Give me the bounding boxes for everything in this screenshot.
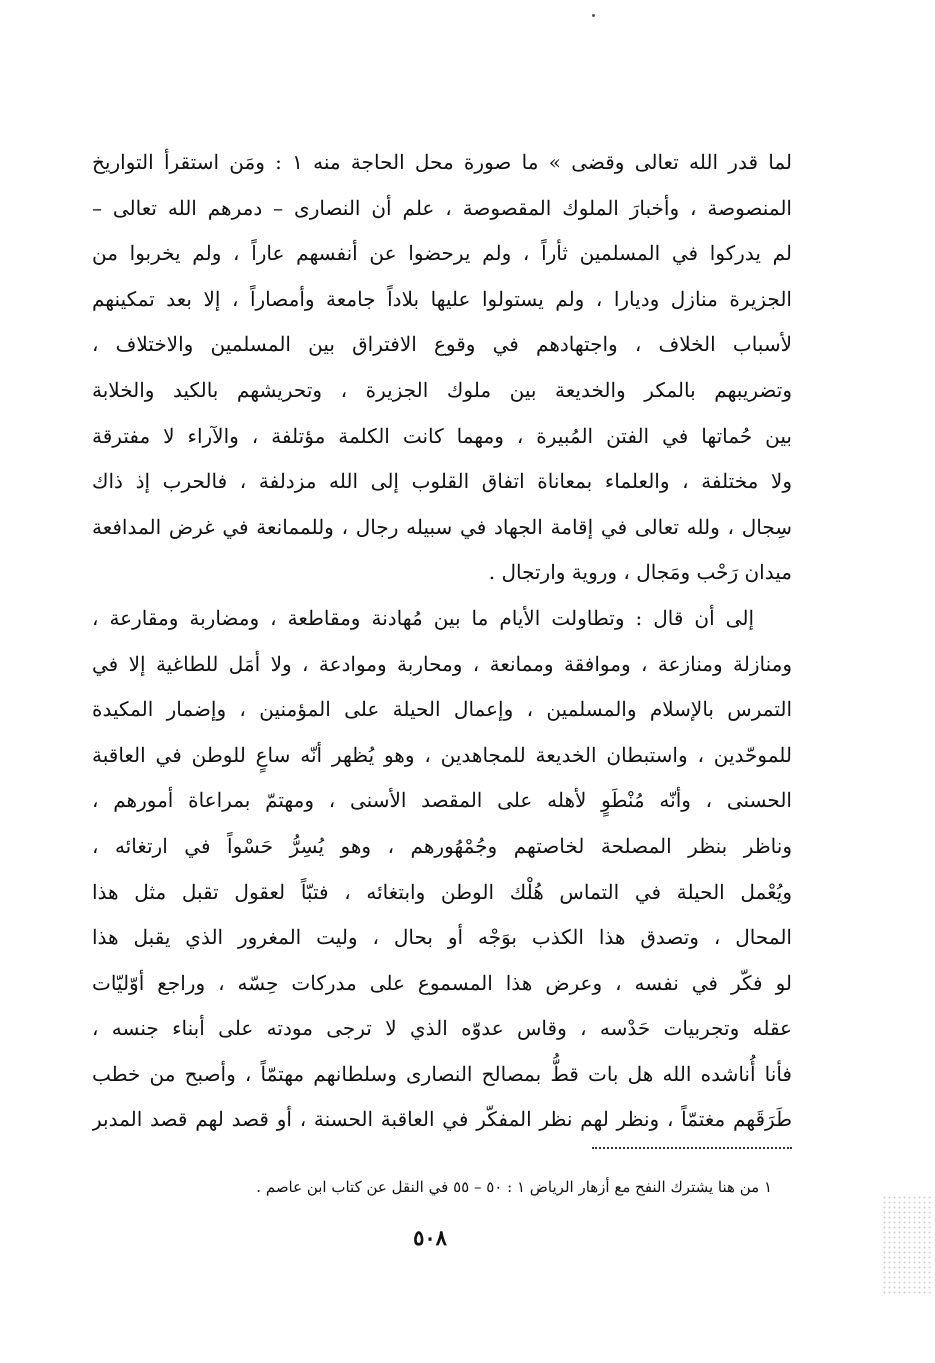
footnote: ١ من هنا يشترك النفح مع أزهار الرياض ١ : ٥٠ – ٥٥ في النقل عن كتاب ابن عاصم . bbox=[256, 1178, 772, 1196]
text-line: ميدان رَحْب ومَجال ، وروية وارتجال . bbox=[488, 560, 792, 585]
text-line: المنصوصة ، وأخبارَ الملوك المقصوصة ، علم أن النصارى – دمرهم الله تعالى – bbox=[92, 195, 792, 220]
text-line: وناظر بنظر المصلحة لخاصتهم وجُمْهُورهم ، وهو يُسِرُّ حَسْواً في ارتغائه ، bbox=[92, 833, 792, 858]
text-line: سِجال ، ولله تعالى في إقامة الجهاد في سبيله رجال ، وللممانعة في غرض المدافعة bbox=[92, 514, 792, 539]
text-line: إلى أن قال : وتطاولت الأيام ما بين مُهادنة ومقاطعة ، ومضاربة ومقارعة ، bbox=[92, 605, 754, 630]
text-line: عقله وتجربيات حَدْسه ، وقاس عدوّه الذي لا ترجى مودته على أبناء جنسه ، bbox=[92, 1016, 792, 1041]
text-line: لما قدر الله تعالى وقضى » ما صورة محل الحاجة منه ١ : ومَن استقرأ التواريخ bbox=[92, 150, 792, 174]
text-line: الجزيرة منازل وديارا ، ولم يستولوا عليها بلاداً جامعة وأمصاراً ، إلا بعد تمكينهم bbox=[92, 286, 792, 311]
text-line: ولا مختلفة ، والعلماء بمعاناة اتفاق القلوب إلى الله مزدلفة ، فالحرب إذ ذاك bbox=[92, 469, 792, 494]
text-line: لو فكّر في نفسه ، وعرض هذا المسموع على مدركات حِسّه ، وراجع أوّليّات bbox=[92, 970, 792, 995]
page-number: ٥٠٨ bbox=[413, 1225, 447, 1250]
text-line: بين حُماتها في الفتن المُبيرة ، ومهما كانت الكلمة مؤتلفة ، والآراء لا مفترقة bbox=[92, 423, 792, 448]
text-line: ويُعْمل الحيلة في التماس هُلْك الوطن وابتغائه ، فتبّاً لعقول تقبل مثل هذا bbox=[92, 879, 792, 904]
text-line: طَرَقَهم مغتمّاً ، ونظر لهم نظر المفكّر في العاقبة الحسنة ، أو قصد لهم قصد المدبر bbox=[92, 1107, 792, 1132]
text-line: فأنا أُناشده الله هل بات قطُّ بمصالح النصارى وسلطانهم مهتمّاً ، وأصبح من خطب bbox=[92, 1061, 792, 1086]
text-line: لم يدركوا في المسلمين ثأراً ، ولم يرحضوا عن أنفسهم عاراً ، ولم يخربوا من bbox=[92, 241, 792, 266]
scan-edge-texture bbox=[882, 1195, 932, 1295]
body-text bbox=[92, 140, 792, 1143]
text-line: التمرس بالإسلام والمسلمين ، وإعمال الحيلة على المؤمنين ، وإضمار المكيدة bbox=[92, 697, 792, 722]
text-line: ومنازلة ومنازعة ، وموافقة وممانعة ، ومحاربة وموادعة ، ولا أمَل للطاغية إلا في bbox=[92, 651, 792, 676]
text-line: للموحّدين ، واستبطان الخديعة للمجاهدين ، وهو يُظهر أنّه ساعٍ للوطن في العاقبة bbox=[92, 742, 792, 767]
footnote-separator bbox=[592, 1147, 792, 1149]
text-line: الحسنى ، وأنّه مُنْطَوٍ لأهله على المقصد الأسنى ، ومهتمّ بمراعاة أمورهم ، bbox=[92, 788, 792, 813]
text-line: وتضريبهم بالمكر والخديعة بين ملوك الجزيرة ، وتحريشهم بالكيد والخلابة bbox=[92, 377, 792, 402]
text-line: لأسباب الخلاف ، واجتهادهم في وقوع الافتراق بين المسلمين والاختلاف ، bbox=[92, 332, 792, 357]
text-line: المحال ، وتصدق هذا الكذب بوَجْه أو بحال ، وليت المغرور الذي يقبل هذا bbox=[92, 925, 792, 950]
scan-speck bbox=[592, 14, 595, 17]
